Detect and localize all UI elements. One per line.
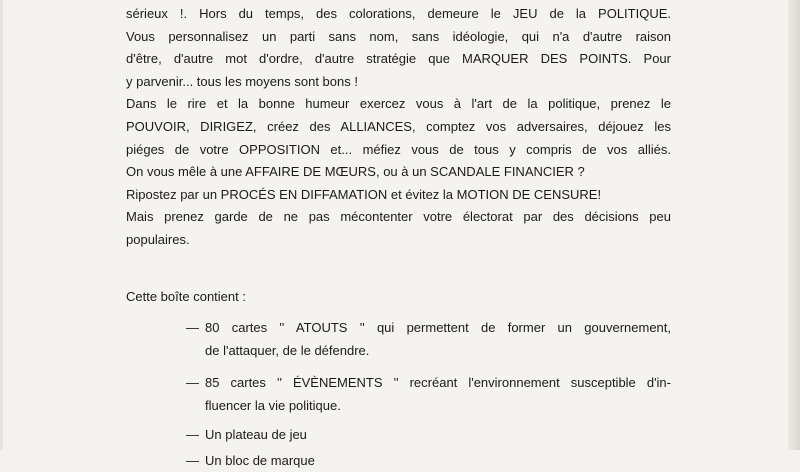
intro-line: POUVOIR, DIRIGEZ, créez des ALLIANCES, comptez vos adversaires, déjouez les bbox=[126, 118, 671, 134]
intro-line: d'être, d'autre mot d'ordre, d'autre stratégie que MARQUER DES POINTS. Pour bbox=[126, 51, 671, 67]
list-item bbox=[126, 423, 671, 446]
list-item bbox=[126, 449, 671, 472]
intro-line: y parvenir... tous les moyens sont bons ! bbox=[126, 73, 358, 89]
box-contents-section bbox=[126, 287, 671, 472]
list-item-line: fluencer la vie politique. bbox=[205, 398, 341, 413]
list-item-line: de l'attaquer, de le défendre. bbox=[205, 343, 370, 358]
page-left-edge bbox=[0, 0, 3, 450]
list-item-line: Un bloc de marque bbox=[205, 453, 315, 468]
list-dash: — bbox=[186, 320, 199, 335]
intro-line: On vous mêle à une AFFAIRE DE MŒURS, ou à un SCANDALE FINANCIER ? bbox=[126, 164, 585, 180]
intro-line: Dans le rire et la bonne humeur exercez vous à l'art de la politique, prenez le bbox=[126, 96, 671, 112]
intro-line: sérieux !. Hors du temps, des colorations, demeure le JEU de la POLITIQUE. bbox=[126, 6, 671, 21]
intro-line: populaires. bbox=[126, 231, 190, 247]
page-right-edge bbox=[788, 0, 800, 450]
list-item bbox=[126, 371, 671, 417]
list-dash: — bbox=[186, 453, 199, 468]
intro-line: Mais prenez garde de ne pas mécontenter votre électorat par des décisions peu bbox=[126, 209, 671, 225]
list-item-line: Un plateau de jeu bbox=[205, 427, 307, 442]
intro-line: Vous personnalisez un parti sans nom, sans idéologie, qui n'a d'autre raison bbox=[126, 28, 671, 44]
intro-paragraph bbox=[126, 3, 671, 252]
list-dash: — bbox=[186, 375, 199, 390]
list-dash: — bbox=[186, 427, 199, 442]
list-item bbox=[126, 316, 671, 362]
intro-line: piéges de votre OPPOSITION et... méfiez vous de tous y compris de vos alliés. bbox=[126, 141, 671, 157]
intro-line: Ripostez par un PROCÉS EN DIFFAMATION et évitez la MOTION DE CENSURE! bbox=[126, 186, 602, 202]
list-item-line: 85 cartes '' ÉVÈNEMENTS '' recréant l'environnement susceptible d'in- bbox=[205, 375, 671, 390]
list-item-line: 80 cartes '' ATOUTS '' qui permettent de former un gouvernement, bbox=[205, 320, 671, 335]
box-contents-heading: Cette boîte contient : bbox=[126, 289, 246, 304]
